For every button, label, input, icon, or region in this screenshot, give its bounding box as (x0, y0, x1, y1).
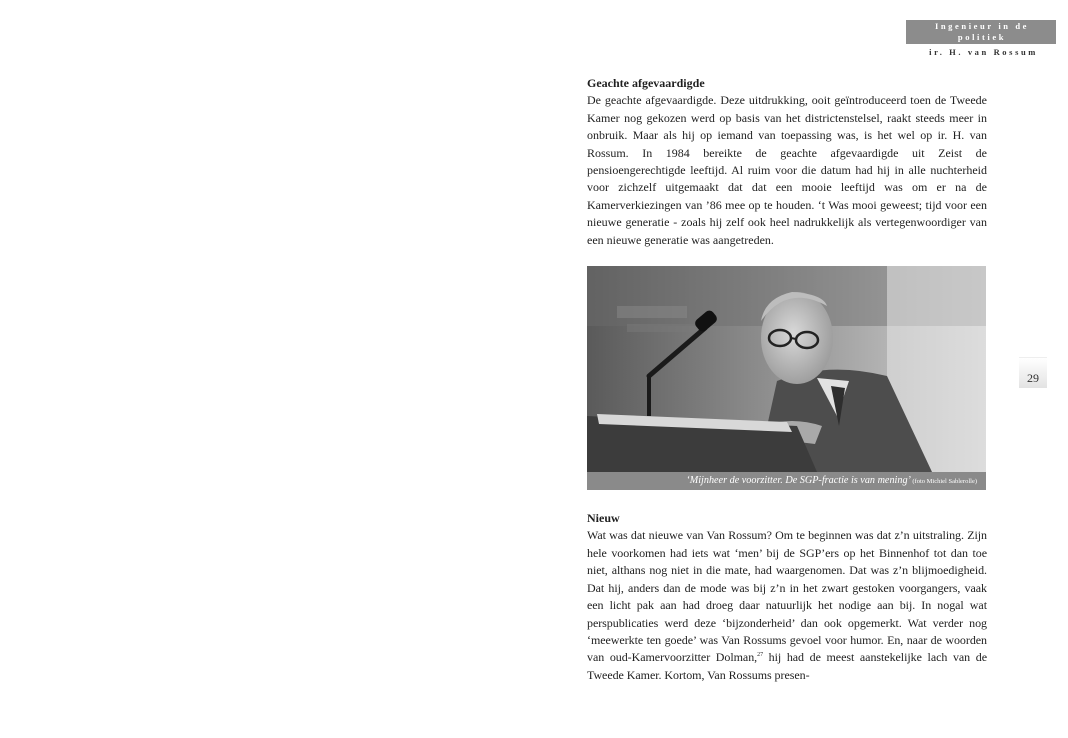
running-head-series: Ingenieur in de politiek (906, 20, 1056, 44)
footnote-ref-27[interactable]: 27 (757, 652, 764, 659)
running-head (906, 20, 1056, 58)
photo-figure (587, 266, 986, 490)
paragraph-2-text-b: hij had de meest aanstekelijke lach van de Tweede Kamer. Kortom, Van Rossums presen- (587, 650, 988, 682)
running-head-author: ir. H. van Rossum (929, 47, 1038, 57)
section-heading-nieuw: Nieuw (587, 511, 620, 526)
text-column (587, 75, 987, 684)
photo-caption-text: ‘Mijnheer de voorzitter. De SGP-fractie is van mening’ (686, 475, 910, 487)
photo-credit: (foto Michiel Sablerolle) (912, 478, 977, 486)
photo-speaker-at-lectern (587, 266, 986, 472)
section-nieuw (587, 510, 987, 684)
page-number: 29 (1027, 371, 1039, 385)
paragraph-2-text-a: Wat was dat nieuwe van Van Rossum? Om te beginnen was dat z’n uitstraling. Zijn hele voorkomen had iets wat ‘men’ bij de SGP’ers op het Binnenhof tot dan toe niet, althans nog niet in die mate, had waargenomen. Dat was z’n blijmoedigheid. Dat hij, anders dan de mode was bij z’n in het zwart gestoken voorgangers, vaak een licht pak aan had droeg daar natuurlijk het nodige aan bij. In nogal wat perspublicaties werd deze ‘bijzonderheid’ dan ook opgemerkt. Wat verder nog ‘meewerkte ten goede’ was Van Rossums gevoel voor humor. En, naar de woorden van oud-Kamervoorzitter Dolman, (587, 528, 987, 665)
section-heading-geachte-afgevaardigde: Geachte afgevaardigde (587, 76, 705, 90)
section-paragraph-1: De geachte afgevaardigde. Deze uitdrukking, ooit geïntroduceerd toen de Tweede Kamer nog gekozen werd op basis van het districtenstelsel, raakt steeds meer in onbruik. Maar als hij op iemand van toepassing was, is het wel op ir. H. van Rossum. In 1984 bereikte de geachte afgevaardigde uit Zeist de pensioengerechtigde leeftijd. Al ruim voor die datum had hij in alle nuchterheid voor zichzelf uitgemaakt dat dat een mooie leeftijd was om er na de Kamerverkiezingen van ’86 mee op te houden. ‘t Was mooi geweest; tijd voor een nieuwe generatie - zoals hij zelf ook heel nadrukkelijk als vertegenwoordiger van een nieuwe generatie was aangetreden. (587, 93, 987, 247)
photo-caption (587, 472, 986, 490)
section-paragraph-2 (587, 527, 987, 684)
